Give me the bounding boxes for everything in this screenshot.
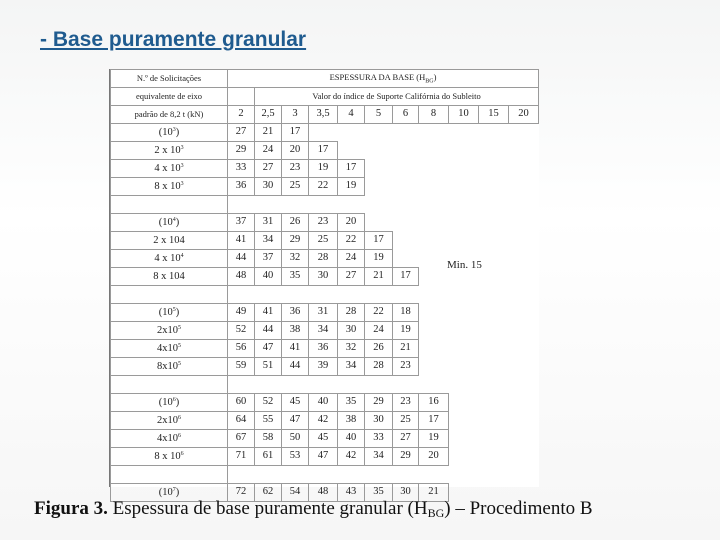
thickness-cell: 50 — [282, 430, 309, 448]
table-row — [111, 430, 539, 448]
thickness-cell: 47 — [309, 448, 338, 466]
empty-cell — [479, 178, 509, 196]
empty-cell — [479, 304, 509, 322]
table-row — [111, 232, 539, 250]
empty-cell — [479, 268, 509, 286]
table-row — [111, 322, 539, 340]
solicitations-label — [111, 466, 228, 484]
empty-cell — [449, 322, 479, 340]
empty-cell — [509, 412, 539, 430]
empty-cell — [338, 196, 365, 214]
empty-cell — [449, 214, 479, 232]
thickness-cell: 30 — [255, 178, 282, 196]
caption-label: Figura 3. — [34, 498, 108, 519]
thickness-cell: 34 — [255, 232, 282, 250]
thickness-cell: 19 — [419, 430, 449, 448]
header-row-2 — [111, 88, 539, 106]
empty-cell — [255, 466, 282, 484]
empty-cell — [479, 232, 509, 250]
empty-cell — [509, 196, 539, 214]
empty-cell — [393, 196, 419, 214]
empty-cell — [228, 376, 255, 394]
empty-cell — [449, 196, 479, 214]
solicitations-label: 2 x $10^3$ — [111, 142, 228, 160]
figure-caption — [34, 498, 593, 521]
empty-cell — [509, 430, 539, 448]
empty-cell — [479, 394, 509, 412]
thickness-cell: 33 — [365, 430, 393, 448]
thickness-cell: 35 — [338, 394, 365, 412]
empty-cell — [479, 358, 509, 376]
thickness-cell: 38 — [338, 412, 365, 430]
solicitations-label: $(10^4)$ — [111, 214, 228, 232]
thickness-cell: 27 — [338, 268, 365, 286]
thickness-cell: 19 — [338, 178, 365, 196]
thickness-cell: 21 — [419, 484, 449, 502]
empty-cell — [228, 196, 255, 214]
empty-cell — [509, 358, 539, 376]
thickness-cell: 17 — [419, 412, 449, 430]
empty-cell — [509, 124, 539, 142]
empty-cell — [509, 214, 539, 232]
thickness-cell: 29 — [228, 142, 255, 160]
thickness-cell: 23 — [309, 214, 338, 232]
empty-cell — [479, 160, 509, 178]
slide-title: - Base puramente granular — [40, 28, 307, 51]
empty-cell — [419, 142, 449, 160]
empty-cell — [509, 322, 539, 340]
solicitations-label: 8 x 104 — [111, 268, 228, 286]
thickness-cell: 51 — [255, 358, 282, 376]
thickness-cell: 25 — [393, 412, 419, 430]
cbr-header-cell: 5 — [365, 106, 393, 124]
thickness-cell: 45 — [309, 430, 338, 448]
empty-cell — [419, 268, 449, 286]
empty-cell — [509, 394, 539, 412]
thickness-cell: 40 — [255, 268, 282, 286]
thickness-cell: 28 — [309, 250, 338, 268]
empty-cell — [449, 232, 479, 250]
header-row-1 — [111, 70, 539, 88]
table-row — [111, 160, 539, 178]
empty-cell — [365, 142, 393, 160]
empty-cell — [419, 286, 449, 304]
empty-cell — [419, 178, 449, 196]
empty-cell — [255, 286, 282, 304]
empty-cell — [479, 412, 509, 430]
thickness-cell: 17 — [393, 268, 419, 286]
solicitations-label — [111, 376, 228, 394]
thickness-cell: 40 — [309, 394, 338, 412]
empty-cell — [419, 250, 449, 268]
thickness-table-figure — [109, 69, 539, 498]
empty-cell — [509, 466, 539, 484]
thickness-cell: 24 — [255, 142, 282, 160]
empty-cell — [309, 286, 338, 304]
empty-cell — [255, 196, 282, 214]
empty-cell — [338, 376, 365, 394]
table-row — [111, 358, 539, 376]
solicitations-label: 8 x $10^6$ — [111, 448, 228, 466]
thickness-cell: 23 — [393, 358, 419, 376]
table-row — [111, 142, 539, 160]
solicitations-label: $(10^6)$ — [111, 394, 228, 412]
thickness-cell: 60 — [228, 394, 255, 412]
header-subtitle: Valor do índice de Suporte Califórnia do Subleito — [255, 88, 539, 106]
thickness-cell: 39 — [309, 358, 338, 376]
empty-cell — [393, 250, 419, 268]
thickness-cell: 29 — [365, 394, 393, 412]
thickness-cell: 17 — [338, 160, 365, 178]
thickness-cell: 44 — [282, 358, 309, 376]
spacer-row — [111, 286, 539, 304]
empty-cell — [309, 376, 338, 394]
thickness-cell: 31 — [255, 214, 282, 232]
solicitations-label: 4 x $10^4$ — [111, 250, 228, 268]
thickness-cell: 30 — [338, 322, 365, 340]
thickness-cell: 23 — [282, 160, 309, 178]
solicitations-label: 4 x $10^3$ — [111, 160, 228, 178]
empty-cell — [338, 286, 365, 304]
thickness-cell: 42 — [309, 412, 338, 430]
thickness-cell: 27 — [228, 124, 255, 142]
thickness-cell: 44 — [228, 250, 255, 268]
thickness-cell: 24 — [338, 250, 365, 268]
empty-cell — [449, 142, 479, 160]
thickness-cell: 41 — [282, 340, 309, 358]
empty-cell — [479, 196, 509, 214]
empty-cell — [479, 322, 509, 340]
thickness-cell: 27 — [393, 430, 419, 448]
thickness-cell: 28 — [338, 304, 365, 322]
solicitations-label: $2x10^5$ — [111, 322, 228, 340]
empty-cell — [393, 160, 419, 178]
header-col1-line2: equivalente de eixo — [111, 88, 228, 106]
empty-cell — [282, 376, 309, 394]
thickness-cell: 41 — [255, 304, 282, 322]
table-row — [111, 178, 539, 196]
thickness-cell: 34 — [338, 358, 365, 376]
thickness-cell: 58 — [255, 430, 282, 448]
thickness-cell: 20 — [338, 214, 365, 232]
cbr-header-cell: 3 — [282, 106, 309, 124]
empty-cell — [449, 124, 479, 142]
empty-cell — [282, 466, 309, 484]
cbr-header-cell: 8 — [419, 106, 449, 124]
cbr-header-cell: 15 — [479, 106, 509, 124]
empty-cell — [365, 376, 393, 394]
empty-cell — [449, 412, 479, 430]
thickness-cell: 18 — [393, 304, 419, 322]
solicitations-label: $2x10^6$ — [111, 412, 228, 430]
thickness-cell: 17 — [365, 232, 393, 250]
empty-cell — [365, 178, 393, 196]
empty-cell — [509, 340, 539, 358]
empty-cell — [479, 466, 509, 484]
thickness-cell: 34 — [365, 448, 393, 466]
empty-cell — [309, 196, 338, 214]
empty-cell — [419, 160, 449, 178]
thickness-cell: 21 — [393, 340, 419, 358]
empty-cell — [393, 376, 419, 394]
thickness-cell: 37 — [255, 250, 282, 268]
thickness-cell: 71 — [228, 448, 255, 466]
empty-cell — [449, 358, 479, 376]
thickness-cell: 16 — [419, 394, 449, 412]
thickness-cell: 47 — [282, 412, 309, 430]
cbr-header-cell: 4 — [338, 106, 365, 124]
empty-cell — [479, 142, 509, 160]
thickness-cell: 22 — [338, 232, 365, 250]
spacer-row — [111, 466, 539, 484]
thickness-cell: 17 — [282, 124, 309, 142]
table-row — [111, 394, 539, 412]
empty-cell — [365, 286, 393, 304]
empty-cell — [509, 376, 539, 394]
empty-cell — [449, 286, 479, 304]
thickness-cell: 55 — [255, 412, 282, 430]
cbr-header-cell: 6 — [393, 106, 419, 124]
thickness-cell: 62 — [255, 484, 282, 502]
empty-cell — [479, 376, 509, 394]
thickness-cell: 52 — [228, 322, 255, 340]
solicitations-label: $4x10^6$ — [111, 430, 228, 448]
table-row — [111, 124, 539, 142]
empty-cell — [449, 160, 479, 178]
table-row — [111, 214, 539, 232]
thickness-cell: 64 — [228, 412, 255, 430]
caption-text: Espessura de base puramente granular (H — [107, 498, 428, 519]
cbr-header-cell: 2,5 — [255, 106, 282, 124]
empty-cell — [419, 358, 449, 376]
empty-cell — [309, 124, 338, 142]
thickness-cell: 48 — [309, 484, 338, 502]
thickness-cell: 30 — [393, 484, 419, 502]
solicitations-label: $8x10^5$ — [111, 358, 228, 376]
empty-cell — [255, 376, 282, 394]
solicitations-label: $(10^3)$ — [111, 124, 228, 142]
caption-subscript: BG — [427, 506, 445, 520]
thickness-cell: 21 — [365, 268, 393, 286]
empty-cell — [449, 430, 479, 448]
thickness-cell: 38 — [282, 322, 309, 340]
table-row — [111, 304, 539, 322]
thickness-cell: 33 — [228, 160, 255, 178]
thickness-cell: 44 — [255, 322, 282, 340]
empty-cell — [509, 160, 539, 178]
empty-cell — [365, 124, 393, 142]
thickness-cell: 19 — [393, 322, 419, 340]
thickness-cell: 30 — [309, 268, 338, 286]
solicitations-label: 2 x 104 — [111, 232, 228, 250]
thickness-cell: 28 — [365, 358, 393, 376]
table-row — [111, 340, 539, 358]
empty-cell — [365, 214, 393, 232]
empty-cell — [228, 466, 255, 484]
empty-cell — [449, 340, 479, 358]
thickness-cell: 32 — [338, 340, 365, 358]
empty-cell — [419, 304, 449, 322]
thickness-cell: 52 — [255, 394, 282, 412]
thickness-cell: 22 — [365, 304, 393, 322]
cbr-header-cell: 3,5 — [309, 106, 338, 124]
thickness-cell: 34 — [309, 322, 338, 340]
empty-cell — [338, 124, 365, 142]
empty-cell — [509, 250, 539, 268]
empty-cell — [419, 322, 449, 340]
empty-cell — [419, 214, 449, 232]
header-col1-line3: padrão de 8,2 t (kN) — [111, 106, 228, 124]
thickness-cell: 31 — [309, 304, 338, 322]
header-group-title: ESPESSURA DA BASE $(H_{BG})$ — [228, 70, 539, 88]
thickness-cell: 67 — [228, 430, 255, 448]
empty-cell — [419, 340, 449, 358]
thickness-cell: 54 — [282, 484, 309, 502]
thickness-cell: 19 — [309, 160, 338, 178]
min-thickness-label: Min. 15 — [447, 259, 482, 271]
empty-cell — [449, 178, 479, 196]
empty-cell — [419, 376, 449, 394]
thickness-cell: 29 — [282, 232, 309, 250]
spacer-row — [111, 376, 539, 394]
thickness-cell: 21 — [255, 124, 282, 142]
empty-cell — [419, 466, 449, 484]
empty-cell — [393, 178, 419, 196]
cbr-header-cell: 20 — [509, 106, 539, 124]
solicitations-label — [111, 196, 228, 214]
thickness-cell: 20 — [419, 448, 449, 466]
empty-cell — [365, 160, 393, 178]
empty-cell — [479, 430, 509, 448]
empty-cell — [509, 268, 539, 286]
thickness-cell: 29 — [393, 448, 419, 466]
empty-cell — [509, 178, 539, 196]
thickness-cell: 27 — [255, 160, 282, 178]
table-row — [111, 412, 539, 430]
solicitations-label: 8 x $10^3$ — [111, 178, 228, 196]
empty-cell — [509, 286, 539, 304]
empty-cell — [282, 196, 309, 214]
thickness-cell: 23 — [393, 394, 419, 412]
empty-cell — [419, 232, 449, 250]
solicitations-label: $4x10^5$ — [111, 340, 228, 358]
thickness-table — [110, 69, 539, 502]
thickness-cell: 36 — [309, 340, 338, 358]
empty-cell — [365, 196, 393, 214]
empty-cell — [393, 214, 419, 232]
thickness-cell: 41 — [228, 232, 255, 250]
empty-cell — [479, 124, 509, 142]
thickness-cell: 25 — [309, 232, 338, 250]
empty-cell — [393, 124, 419, 142]
empty-cell — [419, 124, 449, 142]
thickness-cell: 48 — [228, 268, 255, 286]
thickness-cell: 56 — [228, 340, 255, 358]
table-row — [111, 448, 539, 466]
spacer-row — [111, 196, 539, 214]
thickness-cell: 35 — [365, 484, 393, 502]
caption-tail: ) – Procedimento B — [444, 498, 593, 519]
empty-cell — [509, 142, 539, 160]
empty-cell — [393, 466, 419, 484]
thickness-cell: 59 — [228, 358, 255, 376]
empty-cell — [479, 286, 509, 304]
empty-cell — [228, 286, 255, 304]
empty-cell — [509, 448, 539, 466]
empty-cell — [393, 286, 419, 304]
empty-cell — [479, 214, 509, 232]
empty-cell — [338, 142, 365, 160]
thickness-cell: 72 — [228, 484, 255, 502]
thickness-cell: 30 — [365, 412, 393, 430]
empty-cell — [449, 466, 479, 484]
thickness-cell: 17 — [309, 142, 338, 160]
thickness-cell: 47 — [255, 340, 282, 358]
thickness-cell: 37 — [228, 214, 255, 232]
thickness-cell: 36 — [282, 304, 309, 322]
thickness-cell: 53 — [282, 448, 309, 466]
thickness-cell: 20 — [282, 142, 309, 160]
header-cbr-row — [111, 106, 539, 124]
empty-cell — [449, 376, 479, 394]
empty-cell — [479, 340, 509, 358]
empty-cell — [365, 466, 393, 484]
thickness-cell: 61 — [255, 448, 282, 466]
thickness-cell: 24 — [365, 322, 393, 340]
solicitations-label: $(10^7)$ — [111, 484, 228, 502]
empty-cell — [393, 232, 419, 250]
empty-cell — [309, 466, 338, 484]
empty-cell — [419, 196, 449, 214]
thickness-cell: 32 — [282, 250, 309, 268]
thickness-cell: 49 — [228, 304, 255, 322]
thickness-cell: 43 — [338, 484, 365, 502]
empty-cell — [509, 304, 539, 322]
thickness-cell: 36 — [228, 178, 255, 196]
solicitations-label — [111, 286, 228, 304]
empty-cell — [449, 304, 479, 322]
cbr-header-cell: 10 — [449, 106, 479, 124]
thickness-cell: 22 — [309, 178, 338, 196]
header-col1-line1: N.º de Solicitações — [111, 70, 228, 88]
empty-cell — [393, 142, 419, 160]
empty-cell — [449, 394, 479, 412]
thickness-cell: 26 — [282, 214, 309, 232]
thickness-cell: 25 — [282, 178, 309, 196]
thickness-cell: 19 — [365, 250, 393, 268]
thickness-cell: 35 — [282, 268, 309, 286]
thickness-cell: 45 — [282, 394, 309, 412]
empty-cell — [509, 232, 539, 250]
empty-cell — [479, 250, 509, 268]
empty-cell — [479, 448, 509, 466]
thickness-cell: 42 — [338, 448, 365, 466]
empty-cell — [282, 286, 309, 304]
empty-cell — [449, 448, 479, 466]
cbr-header-cell: 2 — [228, 106, 255, 124]
solicitations-label: $(10^5)$ — [111, 304, 228, 322]
thickness-cell: 26 — [365, 340, 393, 358]
empty-cell — [338, 466, 365, 484]
thickness-cell: 40 — [338, 430, 365, 448]
